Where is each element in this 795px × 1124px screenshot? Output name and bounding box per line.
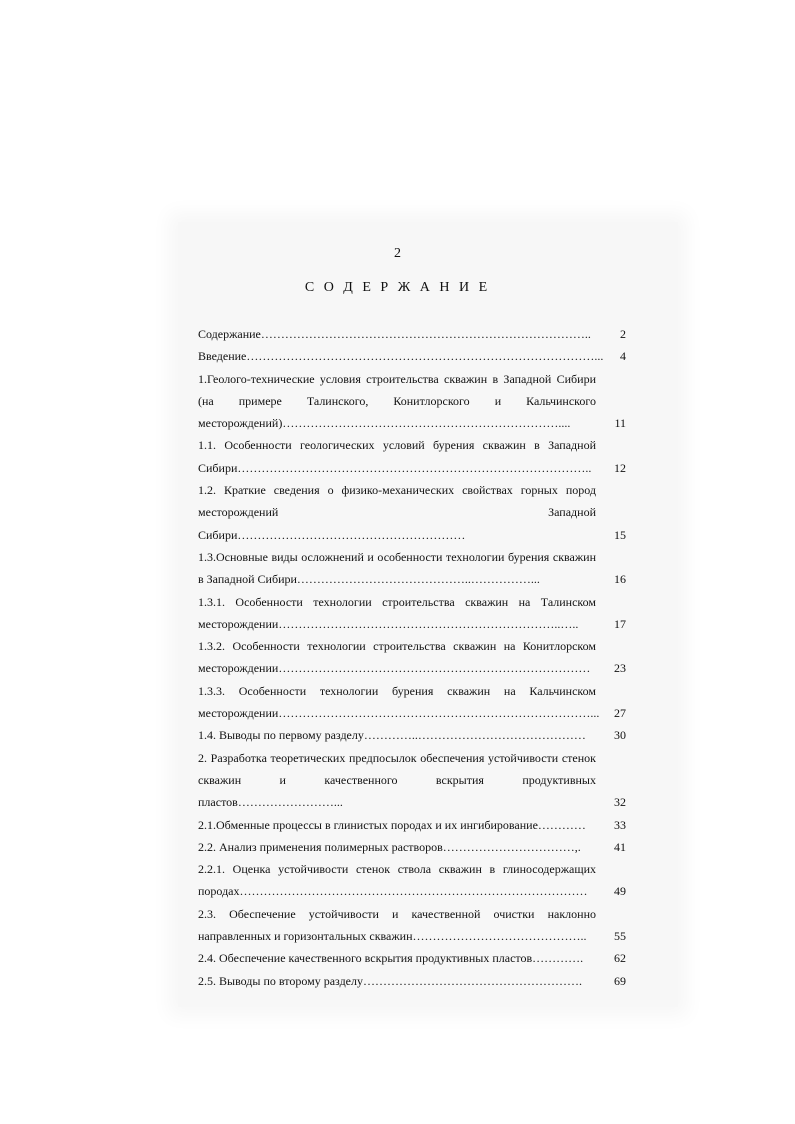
toc-entry (198, 724, 626, 746)
toc-entry-page: 41 (614, 839, 626, 854)
toc-entry-title: 2.1.Обменные процессы в глинистых породах и их ингибирование………… (198, 817, 586, 832)
toc-entry-title: 1.1. Особенности геологических условий бурения скважин в Западной Сибири…………………………………………………………………………….. (198, 438, 596, 475)
toc-entry-title: 2.2. Анализ применения полимерных растворов……………………………,. (198, 839, 581, 854)
toc-entry-page: 27 (614, 706, 626, 721)
toc-entry-title: Содержание……………………………………………………………………….. (198, 327, 591, 341)
toc-entry (198, 546, 626, 591)
toc-entry-title: 1.3.Основные виды осложнений и особенности технологии бурения скважин в Западной Сибири……………………………………..……………... (198, 549, 596, 587)
toc-entry (198, 680, 626, 725)
table-of-contents (198, 323, 626, 992)
toc-entry-title: 1.3.2. Особенности технологии строительства скважин на Конитлорском месторождении…………………………………………………………………… (198, 639, 596, 676)
toc-entry (198, 970, 626, 992)
toc-entry-page: 11 (614, 416, 626, 431)
toc-entry (198, 747, 626, 814)
toc-entry-page: 2 (620, 327, 626, 341)
toc-entry-title: 1.4. Выводы по первому разделу…………..…………………………………… (198, 728, 586, 743)
toc-entry-page: 62 (614, 951, 626, 966)
toc-entry-page: 30 (614, 728, 626, 743)
toc-entry-page: 23 (614, 661, 626, 676)
toc-entry (198, 345, 626, 367)
toc-entry-page: 12 (614, 460, 626, 475)
toc-entry (198, 836, 626, 858)
toc-entry-title: 1.2. Краткие сведения о физико-механических свойствах горных пород месторождений Западной Сибири………………………………………………… (198, 483, 596, 542)
toc-entry (198, 947, 626, 969)
toc-entry (198, 591, 626, 636)
toc-entry (198, 434, 626, 479)
toc-entry-page: 49 (614, 884, 626, 899)
toc-entry (198, 858, 626, 903)
toc-entry-title: 2.4. Обеспечение качественного вскрытия продуктивных пластов…………. (198, 951, 584, 966)
toc-entry-title: 2.5. Выводы по второму разделу………………………………………………. (198, 973, 582, 988)
toc-entry (198, 635, 626, 680)
toc-entry-page: 17 (614, 616, 626, 631)
toc-entry-page: 55 (614, 929, 626, 944)
page-number: 2 (394, 246, 401, 261)
toc-entry-title: 1.3.1. Особенности технологии строительства скважин на Талинском месторождении……………………………………………………………..….. (198, 594, 596, 631)
toc-entry-page: 4 (620, 349, 626, 364)
toc-entry-page: 15 (614, 527, 626, 542)
toc-entry (198, 814, 626, 836)
toc-entry-page: 69 (614, 973, 626, 988)
toc-entry (198, 903, 626, 948)
toc-entry (198, 368, 626, 435)
toc-entry-title: 1.3.3. Особенности технологии бурения скважин на Кальчинском месторождении……………………………………………………………………... (198, 683, 600, 721)
toc-entry (198, 479, 626, 546)
toc-entry-title: 2.3. Обеспечение устойчивости и качественной очистки наклонно направленных и горизонтальных скважин…………………………………….. (198, 906, 596, 944)
contents-heading: С О Д Е Р Ж А Н И Е (304, 280, 491, 295)
toc-entry-title: 1.Геолого-технические условия строительства скважин в Западной Сибири (на примере Талинского, Конитлорского и Кальчинского месторождений)…………………………………………………………….... (198, 371, 596, 431)
toc-entry-title: 2. Разработка теоретических предпосылок обеспечения устойчивости стенок скважин и качественного вскрытия продуктивных пластов……………………... (198, 750, 596, 810)
toc-entry-page: 32 (614, 795, 626, 810)
toc-entry-page: 16 (614, 572, 626, 587)
toc-entry-title: Введение……………………………………………………………………………... (198, 349, 604, 364)
toc-entry (198, 323, 626, 345)
toc-entry-title: 2.2.1. Оценка устойчивости стенок ствола скважин в глиносодержащих породах…………………………………………………………………………… (198, 862, 596, 899)
toc-entry-page: 33 (614, 817, 626, 832)
